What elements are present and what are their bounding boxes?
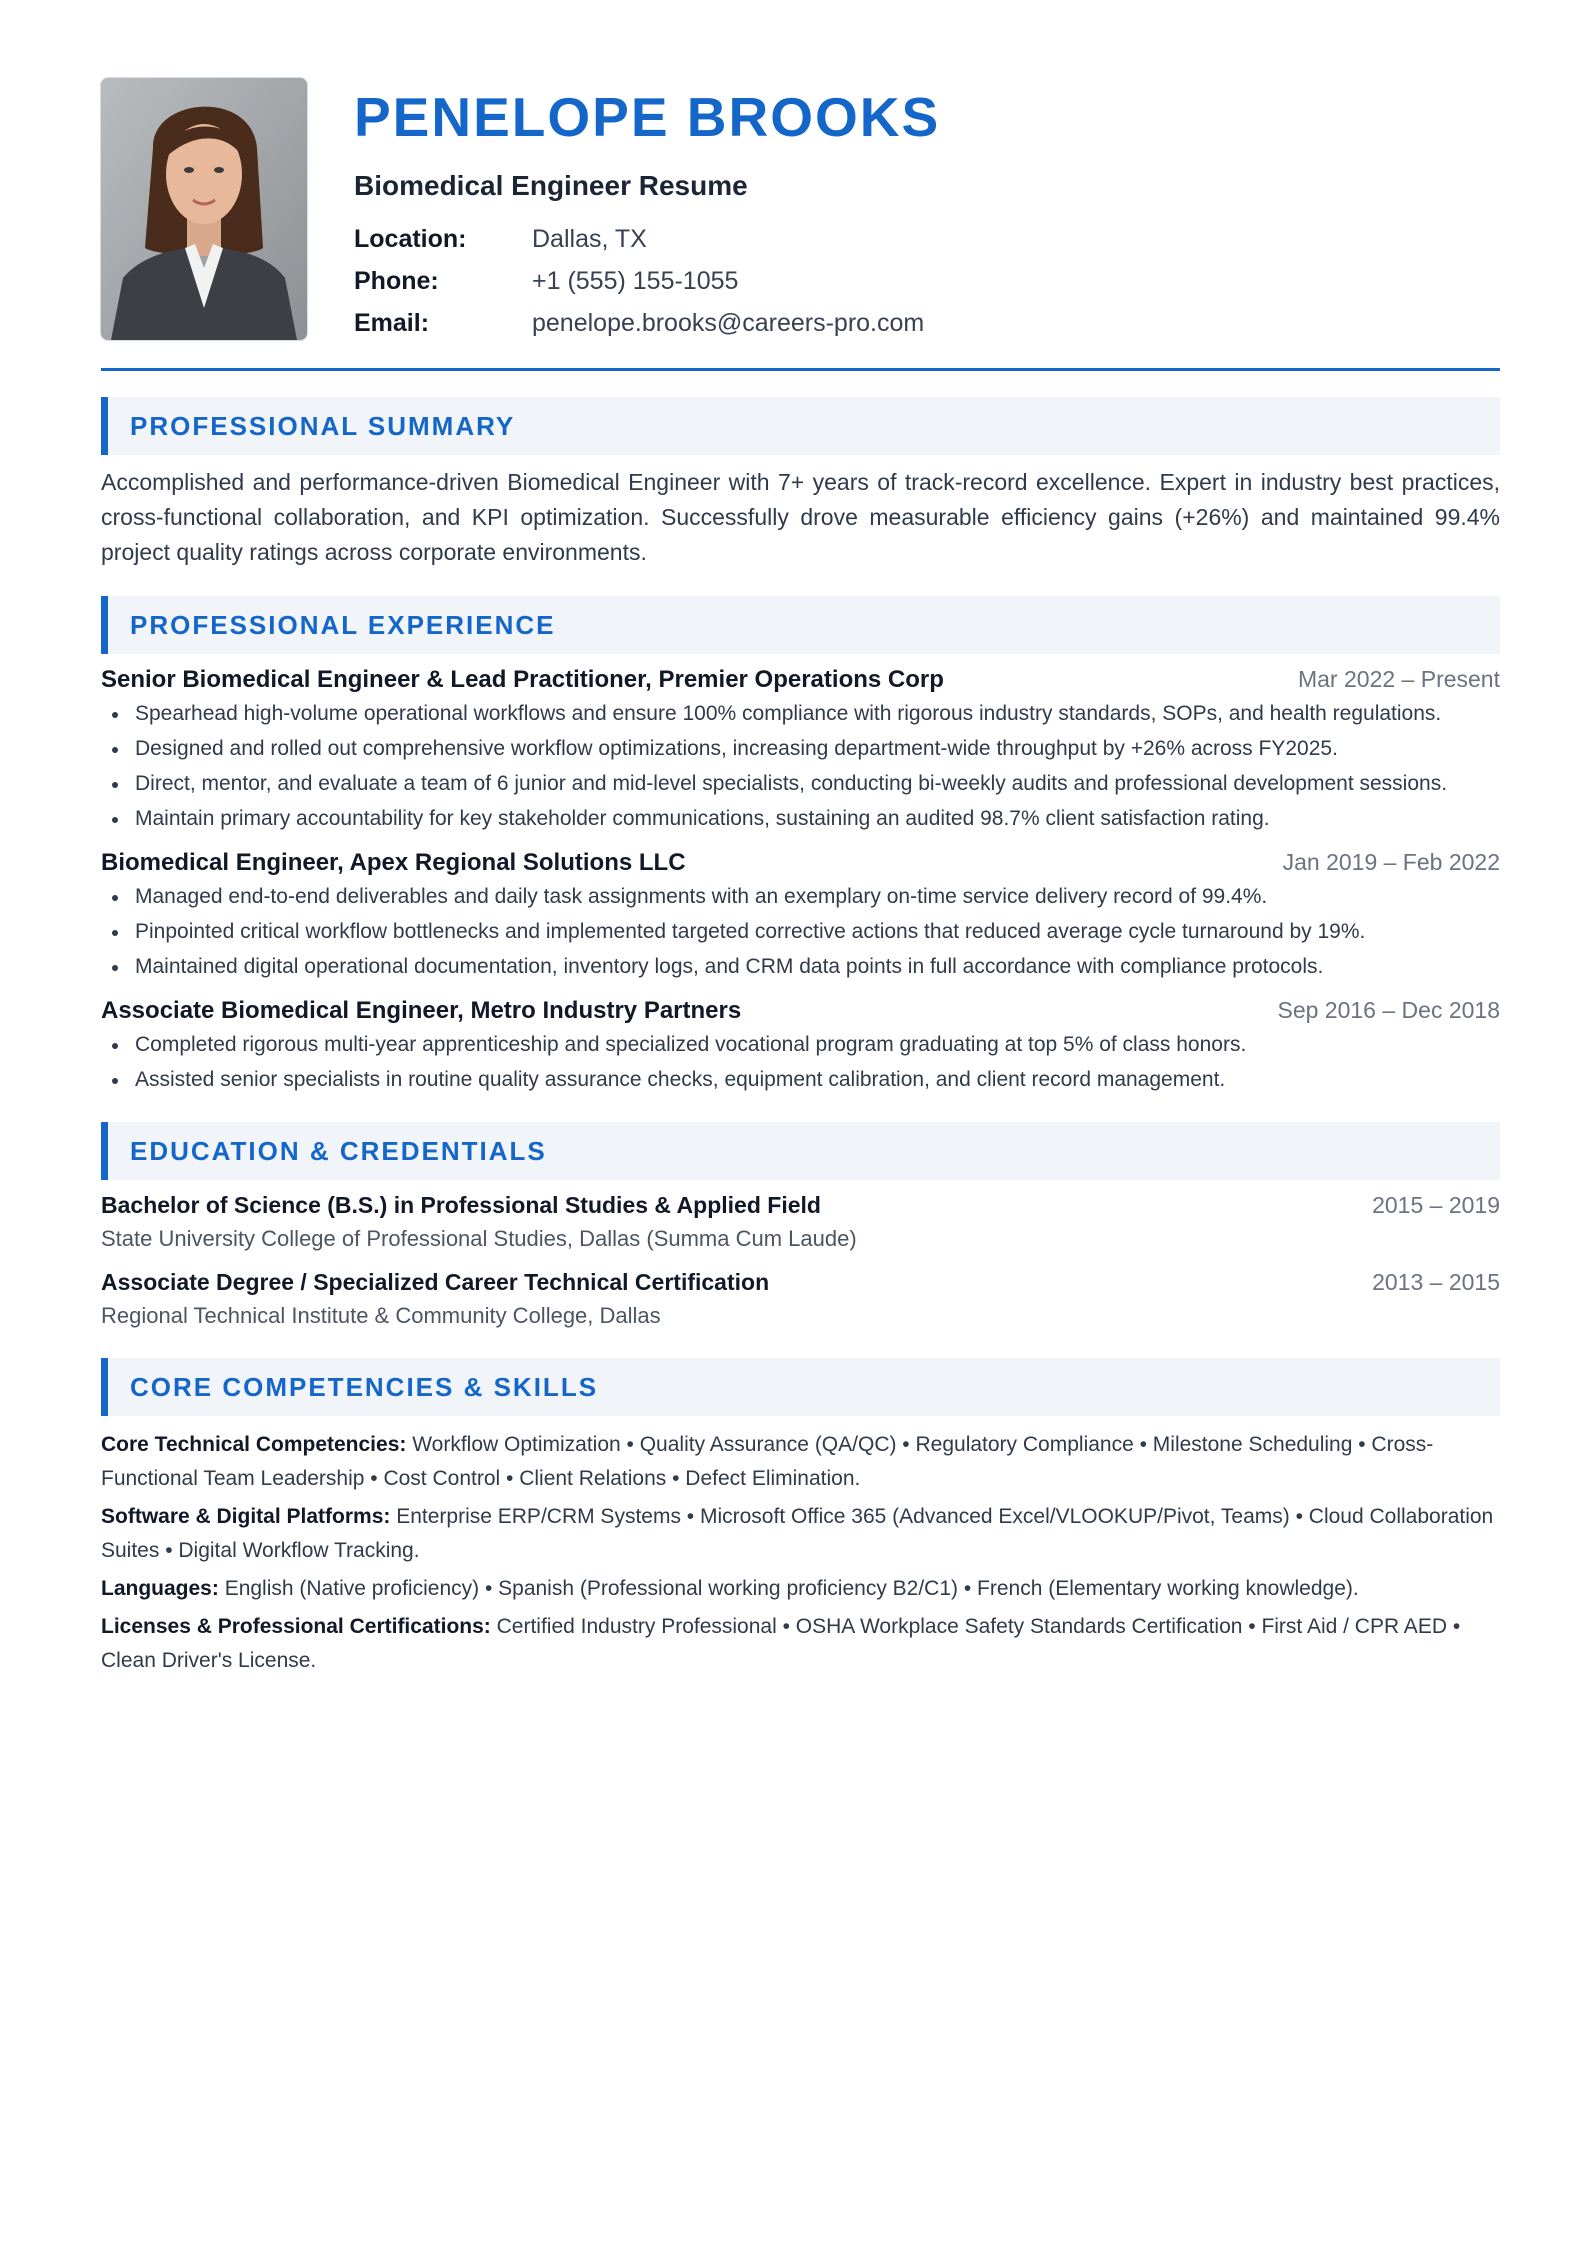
section-header-skills [101,1358,1500,1416]
skill-text: Workflow Optimization • Quality Assurance (QA/QC) • Regulatory Compliance • Milestone Scheduling • Cross-Functional Team Leadership • Cost Control • Client Relations • Defect Elimination. [101,1433,1434,1490]
job-bullet: Designed and rolled out comprehensive workflow optimizations, increasing department-wide throughput by +26% across FY2025. [101,733,1500,765]
skill-row [101,1428,1500,1496]
job-bullets [101,1029,1500,1096]
job-bullet: Pinpointed critical workflow bottlenecks and implemented targeted corrective actions that reduced average cycle turnaround by 19%. [101,916,1500,948]
degree-title: Bachelor of Science (B.S.) in Professional Studies & Applied Field [101,1192,821,1218]
skills-list [101,1428,1500,1678]
job-header [101,849,1500,877]
skill-label: Licenses & Professional Certifications: [101,1615,497,1638]
job-bullets [101,881,1500,983]
contact-value: Dallas, TX [532,225,647,253]
candidate-name: PENELOPE BROOKS [354,86,941,148]
job-header [101,666,1500,694]
job-bullet: Direct, mentor, and evaluate a team of 6 junior and mid-level specialists, conducting bi-weekly audits and professional development sessions. [101,768,1500,800]
education-list [101,1192,1500,1332]
job-entry [101,666,1500,835]
skill-row [101,1500,1500,1568]
contact-location [354,218,1500,260]
skill-label: Software & Digital Platforms: [101,1505,397,1528]
job-bullet: Maintain primary accountability for key stakeholder communications, sustaining an audited 98.7% client satisfaction rating. [101,803,1500,835]
email-link[interactable]: penelope.brooks@careers-pro.com [532,309,925,337]
header-info [354,78,1500,344]
education-header [101,1192,1500,1219]
skill-text: English (Native proficiency) • Spanish (Professional working proficiency B2/C1) • French (Elementary working knowledge). [224,1577,1359,1600]
job-bullet: Maintained digital operational documentation, inventory logs, and CRM data points in full accordance with compliance protocols. [101,951,1500,983]
profile-photo [101,78,307,340]
education-header [101,1269,1500,1296]
job-date: Sep 2016 – Dec 2018 [1277,997,1500,1023]
experience-list [101,666,1500,1096]
education-entry [101,1269,1500,1332]
job-bullet: Completed rigorous multi-year apprenticeship and specialized vocational program graduating at top 5% of class honors. [101,1029,1500,1061]
section-title: PROFESSIONAL SUMMARY [130,410,516,441]
school-name: Regional Technical Institute & Community College, Dallas [101,1303,661,1328]
job-bullet: Managed end-to-end deliverables and daily task assignments with an exemplary on-time service delivery record of 99.4%. [101,881,1500,913]
skill-text: Enterprise ERP/CRM Systems • Microsoft Office 365 (Advanced Excel/VLOOKUP/Pivot, Teams) • Cloud Collaboration Suites • Digital Workflow Tracking. [101,1505,1494,1562]
job-title: Biomedical Engineer, Apex Regional Solutions LLC [101,849,686,876]
skill-row [101,1610,1500,1678]
job-bullet: Spearhead high-volume operational workflows and ensure 100% compliance with rigorous industry standards, SOPs, and health regulations. [101,698,1500,730]
job-entry [101,997,1500,1096]
section-title: PROFESSIONAL EXPERIENCE [130,609,556,640]
resume-subtitle: Biomedical Engineer Resume [354,170,748,201]
job-title: Associate Biomedical Engineer, Metro Industry Partners [101,997,742,1024]
contact-email [354,302,1500,344]
resume-header [101,78,1500,371]
skill-label: Core Technical Competencies: [101,1433,413,1456]
section-header-education [101,1122,1500,1180]
degree-title: Associate Degree / Specialized Career Technical Certification [101,1269,770,1295]
education-entry [101,1192,1500,1255]
job-entry [101,849,1500,983]
contact-label: Location: [354,225,467,253]
summary-text: Accomplished and performance-driven Biomedical Engineer with 7+ years of track-record excellence. Expert in industry best practices, cross-functional collaboration, and KPI optimization. Successfully drove measurable efficiency gains (+26%) and maintained 99.4% project quality ratings across corporate environments. [101,469,1500,565]
job-bullets [101,698,1500,835]
section-header-summary [101,397,1500,455]
section-header-experience [101,596,1500,654]
job-date: Mar 2022 – Present [1297,666,1500,692]
job-bullet: Assisted senior specialists in routine quality assurance checks, equipment calibration, and client record management. [101,1064,1500,1096]
school-name: State University College of Professional Studies, Dallas (Summa Cum Laude) [101,1226,857,1251]
section-title: EDUCATION & CREDENTIALS [130,1135,547,1166]
job-date: Jan 2019 – Feb 2022 [1282,849,1500,875]
skill-text: Certified Industry Professional • OSHA Workplace Safety Standards Certification • First Aid / CPR AED • Clean Driver's License. [101,1615,1461,1672]
job-title: Senior Biomedical Engineer & Lead Practitioner, Premier Operations Corp [101,666,944,693]
section-title: CORE COMPETENCIES & SKILLS [130,1371,599,1402]
job-header [101,997,1500,1025]
contact-value: +1 (555) 155-1055 [532,267,739,295]
contact-list [354,218,1500,344]
education-date: 2015 – 2019 [1372,1192,1500,1218]
contact-label: Phone: [354,267,439,295]
skill-row [101,1572,1500,1606]
education-date: 2013 – 2015 [1372,1269,1500,1295]
contact-label: Email: [354,309,430,337]
contact-phone [354,260,1500,302]
skill-label: Languages: [101,1577,225,1600]
